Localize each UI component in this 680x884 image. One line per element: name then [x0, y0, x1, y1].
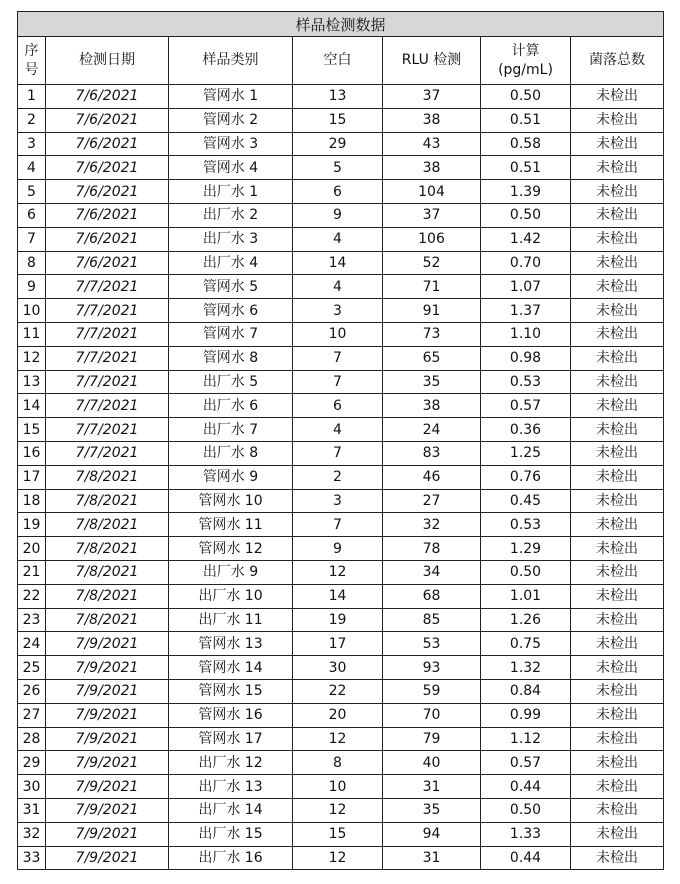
test-date-cell: 7/7/2021 [46, 346, 169, 370]
rlu-value-cell: 38 [383, 108, 481, 132]
test-date-cell: 7/7/2021 [46, 322, 169, 346]
calc-value-cell: 0.44 [481, 775, 571, 799]
row-index-cell: 12 [18, 346, 46, 370]
blank-value-cell: 5 [293, 156, 383, 180]
test-date-cell: 7/7/2021 [46, 394, 169, 418]
colony-count-cell: 未检出 [571, 751, 664, 775]
row-index-cell: 24 [18, 632, 46, 656]
blank-value-cell: 17 [293, 632, 383, 656]
test-date-cell: 7/6/2021 [46, 108, 169, 132]
colony-count-cell: 未检出 [571, 537, 664, 561]
rlu-value-cell: 34 [383, 560, 481, 584]
sample-type-cell: 出厂水 8 [169, 441, 293, 465]
table-row [18, 132, 664, 156]
table-row [18, 251, 664, 275]
sample-type-cell: 出厂水 3 [169, 227, 293, 251]
blank-value-cell: 7 [293, 513, 383, 537]
table-row [18, 275, 664, 299]
sample-type-cell: 管网水 1 [169, 85, 293, 109]
sample-type-cell: 出厂水 14 [169, 798, 293, 822]
test-date-cell: 7/8/2021 [46, 560, 169, 584]
sample-type-cell: 管网水 17 [169, 727, 293, 751]
test-date-cell: 7/9/2021 [46, 751, 169, 775]
colony-count-cell: 未检出 [571, 132, 664, 156]
test-date-cell: 7/9/2021 [46, 679, 169, 703]
table-row [18, 370, 664, 394]
test-date-cell: 7/6/2021 [46, 251, 169, 275]
row-index-cell: 7 [18, 227, 46, 251]
rlu-value-cell: 35 [383, 370, 481, 394]
calc-value-cell: 0.53 [481, 370, 571, 394]
blank-value-cell: 6 [293, 180, 383, 204]
table-row [18, 299, 664, 323]
rlu-value-cell: 78 [383, 537, 481, 561]
rlu-value-cell: 104 [383, 180, 481, 204]
blank-value-cell: 12 [293, 846, 383, 870]
sample-test-data-table [17, 11, 664, 870]
blank-value-cell: 9 [293, 537, 383, 561]
test-date-cell: 7/7/2021 [46, 299, 169, 323]
rlu-value-cell: 31 [383, 775, 481, 799]
row-index-cell: 10 [18, 299, 46, 323]
row-index-cell: 23 [18, 608, 46, 632]
rlu-value-cell: 43 [383, 132, 481, 156]
row-index-cell: 21 [18, 560, 46, 584]
sample-type-cell: 管网水 15 [169, 679, 293, 703]
test-date-cell: 7/7/2021 [46, 441, 169, 465]
table-title: 样品检测数据 [18, 12, 664, 37]
test-date-cell: 7/9/2021 [46, 846, 169, 870]
sample-type-cell: 出厂水 5 [169, 370, 293, 394]
blank-value-cell: 30 [293, 656, 383, 680]
colony-count-cell: 未检出 [571, 489, 664, 513]
sample-type-cell: 管网水 11 [169, 513, 293, 537]
calc-value-cell: 0.57 [481, 751, 571, 775]
colony-count-cell: 未检出 [571, 465, 664, 489]
test-date-cell: 7/8/2021 [46, 489, 169, 513]
rlu-value-cell: 93 [383, 656, 481, 680]
table-row [18, 608, 664, 632]
row-index-cell: 19 [18, 513, 46, 537]
row-index-cell: 31 [18, 798, 46, 822]
sample-type-cell: 出厂水 7 [169, 418, 293, 442]
colony-count-cell: 未检出 [571, 656, 664, 680]
calc-value-cell: 0.45 [481, 489, 571, 513]
row-index-cell: 14 [18, 394, 46, 418]
table-row [18, 85, 664, 109]
rlu-value-cell: 38 [383, 394, 481, 418]
colony-count-cell: 未检出 [571, 727, 664, 751]
blank-value-cell: 4 [293, 275, 383, 299]
table-row [18, 703, 664, 727]
calc-value-cell: 0.84 [481, 679, 571, 703]
calc-value-cell: 0.57 [481, 394, 571, 418]
test-date-cell: 7/9/2021 [46, 798, 169, 822]
colony-count-cell: 未检出 [571, 227, 664, 251]
table-row [18, 441, 664, 465]
rlu-value-cell: 59 [383, 679, 481, 703]
calc-value-cell: 1.10 [481, 322, 571, 346]
row-index-cell: 25 [18, 656, 46, 680]
colony-count-cell: 未检出 [571, 703, 664, 727]
test-date-cell: 7/9/2021 [46, 727, 169, 751]
header-row [18, 37, 664, 85]
row-index-cell: 6 [18, 203, 46, 227]
calc-value-cell: 0.98 [481, 346, 571, 370]
blank-value-cell: 10 [293, 322, 383, 346]
calc-value-cell: 0.75 [481, 632, 571, 656]
test-date-cell: 7/9/2021 [46, 703, 169, 727]
sample-type-cell: 管网水 10 [169, 489, 293, 513]
blank-value-cell: 3 [293, 489, 383, 513]
sample-type-cell: 出厂水 9 [169, 560, 293, 584]
test-date-cell: 7/8/2021 [46, 465, 169, 489]
sample-type-cell: 出厂水 10 [169, 584, 293, 608]
header-colony-count: 菌落总数 [571, 37, 664, 85]
calc-value-cell: 0.50 [481, 203, 571, 227]
table-row [18, 822, 664, 846]
rlu-value-cell: 37 [383, 203, 481, 227]
blank-value-cell: 14 [293, 584, 383, 608]
test-date-cell: 7/6/2021 [46, 203, 169, 227]
rlu-value-cell: 79 [383, 727, 481, 751]
colony-count-cell: 未检出 [571, 822, 664, 846]
row-index-cell: 13 [18, 370, 46, 394]
blank-value-cell: 12 [293, 798, 383, 822]
colony-count-cell: 未检出 [571, 322, 664, 346]
table-row [18, 156, 664, 180]
header-index-line2: 号 [24, 61, 39, 78]
table-row [18, 322, 664, 346]
blank-value-cell: 15 [293, 822, 383, 846]
calc-value-cell: 0.70 [481, 251, 571, 275]
colony-count-cell: 未检出 [571, 394, 664, 418]
rlu-value-cell: 83 [383, 441, 481, 465]
table-row [18, 180, 664, 204]
colony-count-cell: 未检出 [571, 203, 664, 227]
rlu-value-cell: 91 [383, 299, 481, 323]
sample-type-cell: 出厂水 11 [169, 608, 293, 632]
test-date-cell: 7/6/2021 [46, 85, 169, 109]
blank-value-cell: 12 [293, 727, 383, 751]
blank-value-cell: 29 [293, 132, 383, 156]
blank-value-cell: 7 [293, 441, 383, 465]
rlu-value-cell: 85 [383, 608, 481, 632]
colony-count-cell: 未检出 [571, 846, 664, 870]
rlu-value-cell: 27 [383, 489, 481, 513]
header-index [18, 37, 46, 85]
sample-type-cell: 管网水 14 [169, 656, 293, 680]
colony-count-cell: 未检出 [571, 370, 664, 394]
row-index-cell: 17 [18, 465, 46, 489]
sample-type-cell: 管网水 3 [169, 132, 293, 156]
blank-value-cell: 12 [293, 560, 383, 584]
sample-type-cell: 管网水 16 [169, 703, 293, 727]
test-date-cell: 7/7/2021 [46, 370, 169, 394]
colony-count-cell: 未检出 [571, 632, 664, 656]
header-calc-line2: (pg/mL) [498, 61, 553, 78]
calc-value-cell: 0.76 [481, 465, 571, 489]
blank-value-cell: 7 [293, 370, 383, 394]
calc-value-cell: 1.25 [481, 441, 571, 465]
row-index-cell: 22 [18, 584, 46, 608]
blank-value-cell: 2 [293, 465, 383, 489]
sample-type-cell: 出厂水 6 [169, 394, 293, 418]
colony-count-cell: 未检出 [571, 584, 664, 608]
rlu-value-cell: 68 [383, 584, 481, 608]
test-date-cell: 7/8/2021 [46, 608, 169, 632]
test-date-cell: 7/6/2021 [46, 156, 169, 180]
sample-type-cell: 管网水 4 [169, 156, 293, 180]
calc-value-cell: 1.01 [481, 584, 571, 608]
row-index-cell: 1 [18, 85, 46, 109]
blank-value-cell: 15 [293, 108, 383, 132]
rlu-value-cell: 106 [383, 227, 481, 251]
colony-count-cell: 未检出 [571, 108, 664, 132]
table-row [18, 751, 664, 775]
row-index-cell: 3 [18, 132, 46, 156]
sample-type-cell: 管网水 13 [169, 632, 293, 656]
test-date-cell: 7/9/2021 [46, 822, 169, 846]
rlu-value-cell: 65 [383, 346, 481, 370]
blank-value-cell: 6 [293, 394, 383, 418]
calc-value-cell: 1.42 [481, 227, 571, 251]
row-index-cell: 4 [18, 156, 46, 180]
row-index-cell: 15 [18, 418, 46, 442]
rlu-value-cell: 40 [383, 751, 481, 775]
test-date-cell: 7/6/2021 [46, 227, 169, 251]
table-row [18, 560, 664, 584]
calc-value-cell: 0.44 [481, 846, 571, 870]
row-index-cell: 11 [18, 322, 46, 346]
table-row [18, 418, 664, 442]
blank-value-cell: 13 [293, 85, 383, 109]
colony-count-cell: 未检出 [571, 560, 664, 584]
table-row [18, 537, 664, 561]
blank-value-cell: 3 [293, 299, 383, 323]
calc-value-cell: 1.32 [481, 656, 571, 680]
header-calc [481, 37, 571, 85]
rlu-value-cell: 70 [383, 703, 481, 727]
row-index-cell: 26 [18, 679, 46, 703]
colony-count-cell: 未检出 [571, 418, 664, 442]
calc-value-cell: 1.26 [481, 608, 571, 632]
table-row [18, 513, 664, 537]
table-row [18, 775, 664, 799]
colony-count-cell: 未检出 [571, 85, 664, 109]
test-date-cell: 7/8/2021 [46, 584, 169, 608]
rlu-value-cell: 73 [383, 322, 481, 346]
blank-value-cell: 9 [293, 203, 383, 227]
rlu-value-cell: 37 [383, 85, 481, 109]
colony-count-cell: 未检出 [571, 513, 664, 537]
colony-count-cell: 未检出 [571, 775, 664, 799]
test-date-cell: 7/9/2021 [46, 656, 169, 680]
row-index-cell: 8 [18, 251, 46, 275]
table-row [18, 465, 664, 489]
blank-value-cell: 19 [293, 608, 383, 632]
table-row [18, 394, 664, 418]
data-sheet [17, 11, 663, 870]
colony-count-cell: 未检出 [571, 679, 664, 703]
sample-type-cell: 管网水 2 [169, 108, 293, 132]
sample-type-cell: 出厂水 16 [169, 846, 293, 870]
header-sample-type: 样品类别 [169, 37, 293, 85]
blank-value-cell: 4 [293, 227, 383, 251]
blank-value-cell: 14 [293, 251, 383, 275]
row-index-cell: 2 [18, 108, 46, 132]
calc-value-cell: 0.36 [481, 418, 571, 442]
test-date-cell: 7/6/2021 [46, 180, 169, 204]
colony-count-cell: 未检出 [571, 798, 664, 822]
calc-value-cell: 1.39 [481, 180, 571, 204]
table-row [18, 584, 664, 608]
blank-value-cell: 20 [293, 703, 383, 727]
sample-type-cell: 出厂水 12 [169, 751, 293, 775]
test-date-cell: 7/8/2021 [46, 513, 169, 537]
header-calc-line1: 计算 [511, 42, 540, 59]
colony-count-cell: 未检出 [571, 299, 664, 323]
row-index-cell: 30 [18, 775, 46, 799]
table-row [18, 846, 664, 870]
row-index-cell: 20 [18, 537, 46, 561]
calc-value-cell: 0.51 [481, 156, 571, 180]
calc-value-cell: 1.37 [481, 299, 571, 323]
colony-count-cell: 未检出 [571, 275, 664, 299]
rlu-value-cell: 52 [383, 251, 481, 275]
calc-value-cell: 0.58 [481, 132, 571, 156]
row-index-cell: 33 [18, 846, 46, 870]
test-date-cell: 7/8/2021 [46, 537, 169, 561]
calc-value-cell: 0.50 [481, 560, 571, 584]
row-index-cell: 28 [18, 727, 46, 751]
colony-count-cell: 未检出 [571, 180, 664, 204]
calc-value-cell: 0.53 [481, 513, 571, 537]
sample-type-cell: 出厂水 2 [169, 203, 293, 227]
calc-value-cell: 1.12 [481, 727, 571, 751]
table-row [18, 346, 664, 370]
table-row [18, 798, 664, 822]
colony-count-cell: 未检出 [571, 608, 664, 632]
calc-value-cell: 0.50 [481, 798, 571, 822]
table-body [18, 85, 664, 870]
rlu-value-cell: 38 [383, 156, 481, 180]
row-index-cell: 29 [18, 751, 46, 775]
sample-type-cell: 管网水 8 [169, 346, 293, 370]
colony-count-cell: 未检出 [571, 156, 664, 180]
calc-value-cell: 0.99 [481, 703, 571, 727]
rlu-value-cell: 32 [383, 513, 481, 537]
sample-type-cell: 管网水 9 [169, 465, 293, 489]
sample-type-cell: 出厂水 1 [169, 180, 293, 204]
sample-type-cell: 出厂水 13 [169, 775, 293, 799]
rlu-value-cell: 35 [383, 798, 481, 822]
row-index-cell: 5 [18, 180, 46, 204]
rlu-value-cell: 46 [383, 465, 481, 489]
sample-type-cell: 出厂水 4 [169, 251, 293, 275]
table-row [18, 227, 664, 251]
blank-value-cell: 8 [293, 751, 383, 775]
colony-count-cell: 未检出 [571, 441, 664, 465]
calc-value-cell: 0.50 [481, 85, 571, 109]
row-index-cell: 9 [18, 275, 46, 299]
test-date-cell: 7/6/2021 [46, 132, 169, 156]
table-row [18, 489, 664, 513]
rlu-value-cell: 24 [383, 418, 481, 442]
calc-value-cell: 1.29 [481, 537, 571, 561]
blank-value-cell: 10 [293, 775, 383, 799]
table-row [18, 727, 664, 751]
blank-value-cell: 4 [293, 418, 383, 442]
header-date: 检测日期 [46, 37, 169, 85]
test-date-cell: 7/7/2021 [46, 418, 169, 442]
blank-value-cell: 22 [293, 679, 383, 703]
row-index-cell: 16 [18, 441, 46, 465]
table-row [18, 203, 664, 227]
colony-count-cell: 未检出 [571, 251, 664, 275]
sample-type-cell: 管网水 7 [169, 322, 293, 346]
table-row [18, 679, 664, 703]
colony-count-cell: 未检出 [571, 346, 664, 370]
rlu-value-cell: 53 [383, 632, 481, 656]
sample-type-cell: 管网水 5 [169, 275, 293, 299]
sample-type-cell: 管网水 12 [169, 537, 293, 561]
test-date-cell: 7/9/2021 [46, 632, 169, 656]
table-row [18, 108, 664, 132]
calc-value-cell: 1.07 [481, 275, 571, 299]
blank-value-cell: 7 [293, 346, 383, 370]
test-date-cell: 7/9/2021 [46, 775, 169, 799]
table-row [18, 656, 664, 680]
row-index-cell: 32 [18, 822, 46, 846]
calc-value-cell: 1.33 [481, 822, 571, 846]
header-blank: 空白 [293, 37, 383, 85]
rlu-value-cell: 31 [383, 846, 481, 870]
rlu-value-cell: 94 [383, 822, 481, 846]
sample-type-cell: 管网水 6 [169, 299, 293, 323]
rlu-value-cell: 71 [383, 275, 481, 299]
row-index-cell: 27 [18, 703, 46, 727]
header-index-line1: 序 [24, 42, 39, 59]
test-date-cell: 7/7/2021 [46, 275, 169, 299]
calc-value-cell: 0.51 [481, 108, 571, 132]
table-row [18, 632, 664, 656]
sample-type-cell: 出厂水 15 [169, 822, 293, 846]
row-index-cell: 18 [18, 489, 46, 513]
header-rlu: RLU 检测 [383, 37, 481, 85]
